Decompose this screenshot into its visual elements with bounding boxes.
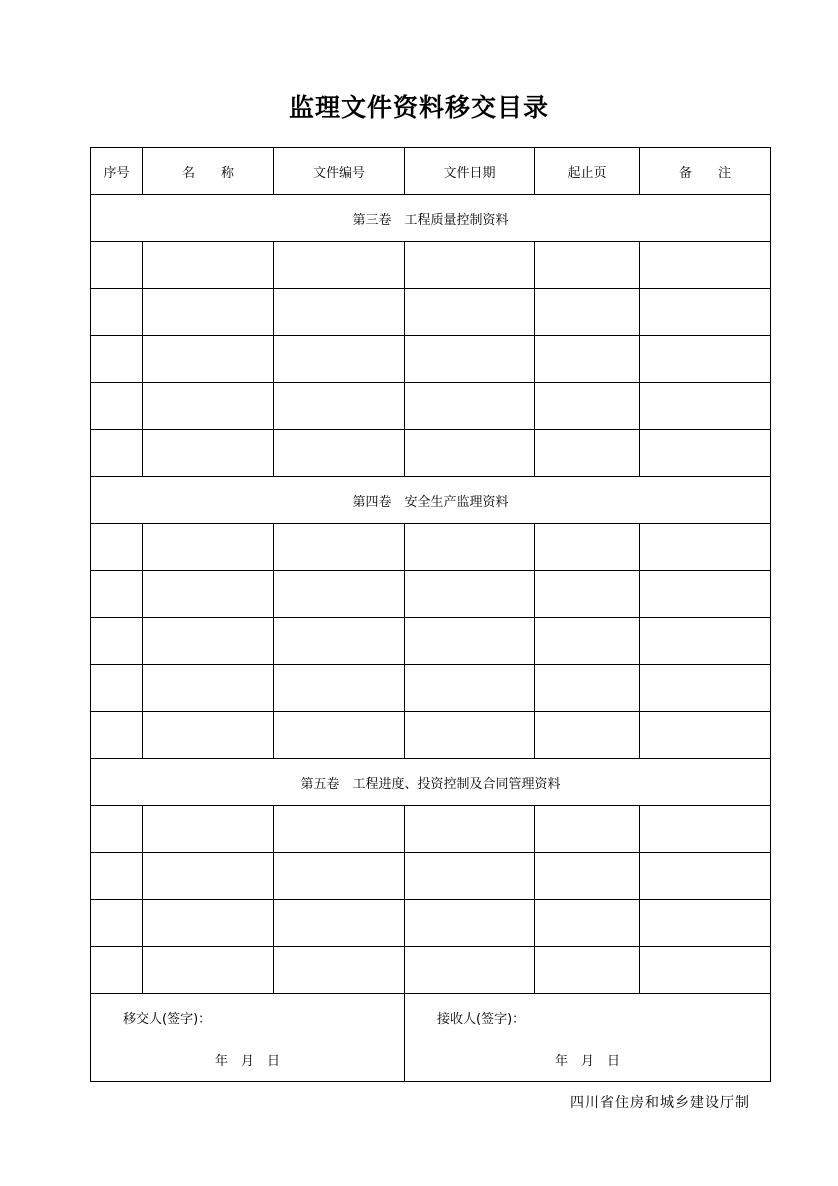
empty-cell[interactable] xyxy=(143,430,274,477)
empty-cell[interactable] xyxy=(274,383,405,430)
table-row xyxy=(91,289,771,336)
empty-cell[interactable] xyxy=(143,618,274,665)
column-header: 名 称 xyxy=(143,148,274,195)
empty-cell[interactable] xyxy=(405,806,535,853)
column-header: 文件日期 xyxy=(405,148,535,195)
empty-cell[interactable] xyxy=(143,524,274,571)
handover-date: 年 月 日 xyxy=(214,1054,280,1069)
empty-cell[interactable] xyxy=(405,665,535,712)
empty-cell[interactable] xyxy=(405,524,535,571)
empty-cell[interactable] xyxy=(91,853,143,900)
empty-cell[interactable] xyxy=(405,242,535,289)
empty-cell[interactable] xyxy=(405,571,535,618)
empty-cell[interactable] xyxy=(274,665,405,712)
empty-cell[interactable] xyxy=(405,618,535,665)
table-row xyxy=(91,430,771,477)
empty-cell[interactable] xyxy=(405,383,535,430)
handover-box xyxy=(91,994,404,1081)
section-row xyxy=(91,195,771,242)
page-title: 监理文件资料移交目录 xyxy=(288,93,549,122)
empty-cell[interactable] xyxy=(91,900,143,947)
header-row xyxy=(91,148,771,195)
table-row xyxy=(91,336,771,383)
empty-cell[interactable] xyxy=(640,430,771,477)
empty-cell[interactable] xyxy=(274,430,405,477)
empty-cell[interactable] xyxy=(91,618,143,665)
empty-cell[interactable] xyxy=(640,665,771,712)
empty-cell[interactable] xyxy=(274,336,405,383)
empty-cell[interactable] xyxy=(535,618,640,665)
empty-cell[interactable] xyxy=(640,853,771,900)
empty-cell[interactable] xyxy=(535,712,640,759)
column-header: 序号 xyxy=(91,148,143,195)
empty-cell[interactable] xyxy=(535,806,640,853)
empty-cell[interactable] xyxy=(91,336,143,383)
empty-cell[interactable] xyxy=(143,712,274,759)
empty-cell[interactable] xyxy=(405,430,535,477)
section-row xyxy=(91,759,771,806)
column-header: 文件编号 xyxy=(274,148,405,195)
empty-cell[interactable] xyxy=(91,524,143,571)
table-row xyxy=(91,571,771,618)
empty-cell[interactable] xyxy=(640,242,771,289)
empty-cell[interactable] xyxy=(405,947,535,994)
empty-cell[interactable] xyxy=(535,900,640,947)
empty-cell[interactable] xyxy=(640,712,771,759)
empty-cell[interactable] xyxy=(535,242,640,289)
table-row xyxy=(91,947,771,994)
table-row xyxy=(91,665,771,712)
column-header: 备 注 xyxy=(640,148,771,195)
empty-cell[interactable] xyxy=(405,712,535,759)
receiver-date: 年 月 日 xyxy=(554,1054,620,1069)
empty-cell[interactable] xyxy=(535,336,640,383)
table-row xyxy=(91,712,771,759)
empty-cell[interactable] xyxy=(640,947,771,994)
handover-cell[interactable] xyxy=(91,994,405,1082)
section-row xyxy=(91,477,771,524)
empty-cell[interactable] xyxy=(91,430,143,477)
empty-cell[interactable] xyxy=(274,900,405,947)
empty-cell[interactable] xyxy=(535,430,640,477)
empty-cell[interactable] xyxy=(535,665,640,712)
empty-cell[interactable] xyxy=(640,289,771,336)
table-row xyxy=(91,806,771,853)
empty-cell[interactable] xyxy=(91,383,143,430)
empty-cell[interactable] xyxy=(274,712,405,759)
empty-cell[interactable] xyxy=(274,947,405,994)
section-title: 第四卷 安全生产监理资料 xyxy=(91,477,771,524)
empty-cell[interactable] xyxy=(143,383,274,430)
table-row xyxy=(91,900,771,947)
empty-cell[interactable] xyxy=(640,336,771,383)
table-row xyxy=(91,524,771,571)
empty-cell[interactable] xyxy=(535,289,640,336)
empty-cell[interactable] xyxy=(143,336,274,383)
empty-cell[interactable] xyxy=(143,900,274,947)
empty-cell[interactable] xyxy=(274,806,405,853)
receiver-box xyxy=(405,994,770,1081)
transfer-catalog-table xyxy=(90,147,771,1082)
issuer-note: 四川省住房和城乡建设厅制 xyxy=(570,1095,750,1111)
table-row xyxy=(91,853,771,900)
empty-cell[interactable] xyxy=(640,571,771,618)
empty-cell[interactable] xyxy=(640,618,771,665)
receiver-label: 接收人(签字)： xyxy=(437,1012,526,1027)
empty-cell[interactable] xyxy=(535,571,640,618)
empty-cell[interactable] xyxy=(640,524,771,571)
table-row xyxy=(91,383,771,430)
empty-cell[interactable] xyxy=(143,665,274,712)
signature-row xyxy=(91,994,771,1082)
empty-cell[interactable] xyxy=(143,853,274,900)
empty-cell[interactable] xyxy=(91,806,143,853)
empty-cell[interactable] xyxy=(405,336,535,383)
empty-cell[interactable] xyxy=(274,524,405,571)
handover-label: 移交人(签字)： xyxy=(123,1012,212,1027)
empty-cell[interactable] xyxy=(91,712,143,759)
empty-cell[interactable] xyxy=(535,383,640,430)
empty-cell[interactable] xyxy=(143,947,274,994)
empty-cell[interactable] xyxy=(143,571,274,618)
empty-cell[interactable] xyxy=(274,242,405,289)
empty-cell[interactable] xyxy=(535,853,640,900)
empty-cell[interactable] xyxy=(640,383,771,430)
empty-cell[interactable] xyxy=(535,947,640,994)
empty-cell[interactable] xyxy=(91,571,143,618)
receiver-cell[interactable] xyxy=(405,994,771,1082)
section-title: 第五卷 工程进度、投资控制及合同管理资料 xyxy=(91,759,771,806)
empty-cell[interactable] xyxy=(91,947,143,994)
column-header: 起止页 xyxy=(535,148,640,195)
empty-cell[interactable] xyxy=(91,665,143,712)
empty-cell[interactable] xyxy=(640,900,771,947)
empty-cell[interactable] xyxy=(143,289,274,336)
empty-cell[interactable] xyxy=(535,524,640,571)
table-row xyxy=(91,618,771,665)
empty-cell[interactable] xyxy=(143,806,274,853)
empty-cell[interactable] xyxy=(405,289,535,336)
empty-cell[interactable] xyxy=(274,853,405,900)
empty-cell[interactable] xyxy=(274,289,405,336)
section-title: 第三卷 工程质量控制资料 xyxy=(91,195,771,242)
empty-cell[interactable] xyxy=(274,571,405,618)
empty-cell[interactable] xyxy=(274,618,405,665)
empty-cell[interactable] xyxy=(640,806,771,853)
empty-cell[interactable] xyxy=(405,853,535,900)
empty-cell[interactable] xyxy=(91,289,143,336)
empty-cell[interactable] xyxy=(143,242,274,289)
table-row xyxy=(91,242,771,289)
empty-cell[interactable] xyxy=(91,242,143,289)
empty-cell[interactable] xyxy=(405,900,535,947)
